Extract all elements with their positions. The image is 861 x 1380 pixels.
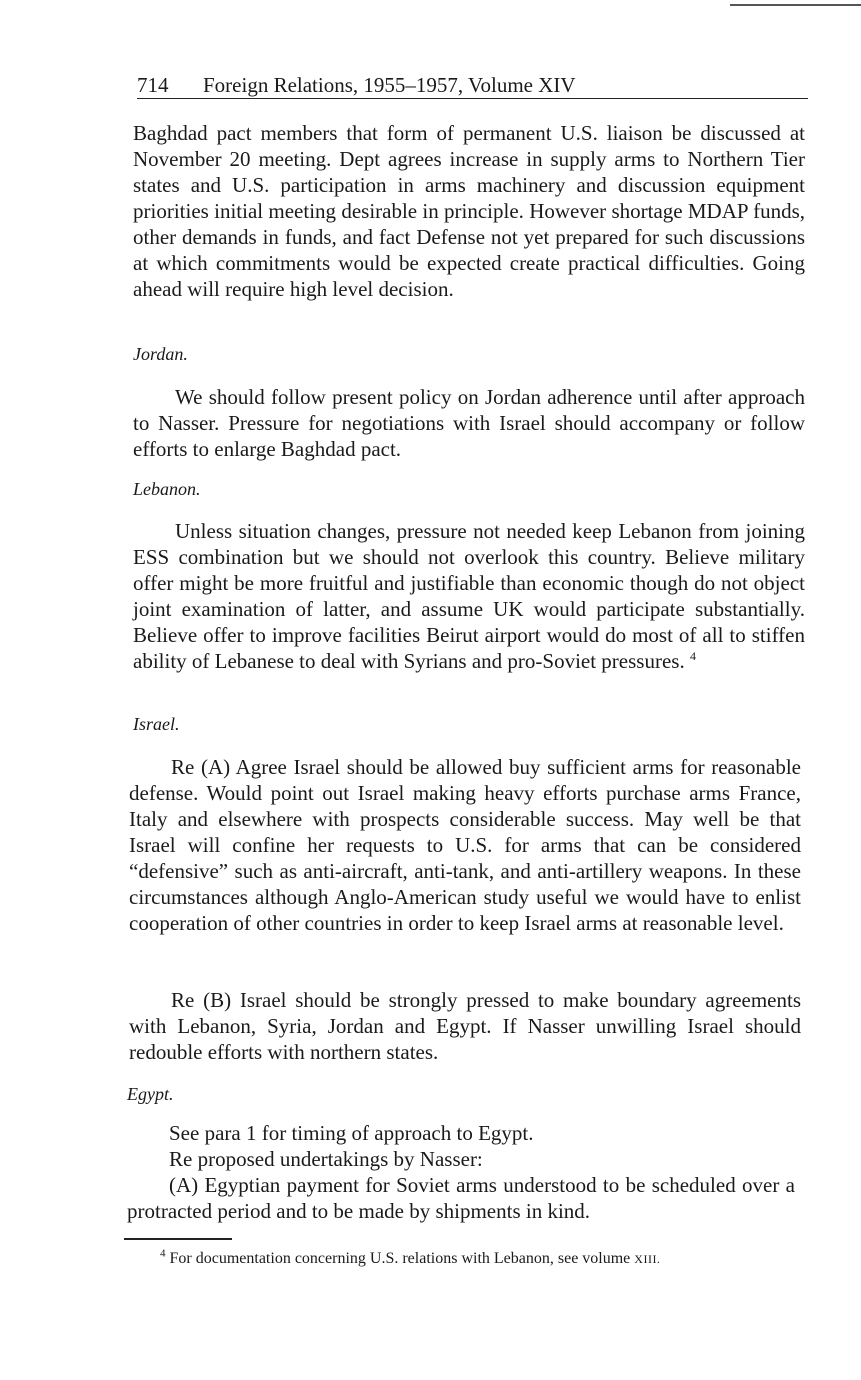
paragraph-baghdad-pact: Baghdad pact members that form of permanent U.S. liaison be discussed at November 20 meeting. Dept agrees increase in supply arms to Northern Tier states and U.S. participation in arms machinery and discussion equipment priorities initial meeting desirable in principle. However shortage MDAP funds, other demands in funds, and fact Defense not yet prepared for such discussions at which commitments would be expected create practical difficulties. Going ahead will require high level decision. [133, 121, 805, 301]
paragraph-egypt-payment: (A) Egyptian payment for Soviet arms understood to be scheduled over a protracted period and to be made by shipments in kind. [127, 1173, 795, 1223]
paragraph-egypt-undertakings: Re proposed undertakings by Nasser: [169, 1147, 483, 1171]
section-heading-jordan: Jordan. [133, 344, 188, 364]
footnote-reference: 4 [689, 649, 696, 663]
paragraph-egypt-timing: See para 1 for timing of approach to Egypt. [169, 1121, 534, 1145]
scan-edge-line [730, 4, 861, 6]
paragraph-jordan: We should follow present policy on Jordan adherence until after approach to Nasser. Pressure for negotiations with Israel should accompany or follow efforts to enlarge Baghdad pact. [133, 385, 805, 461]
paragraph-lebanon-text: Unless situation changes, pressure not needed keep Lebanon from joining ESS combination but we should not overlook this country. Believe military offer might be more fruitful and justifiable than economic though do not object joint examination of latter, and assume UK would participate substantially. Believe offer to improve facilities Beirut airport would do most of all to stiffen ability of Lebanese to deal with Syrians and pro-Soviet pressures. [133, 519, 805, 673]
footnote-marker: 4 [160, 1247, 166, 1260]
running-title: Foreign Relations, 1955–1957, Volume XIV [203, 73, 576, 97]
running-header [137, 72, 808, 99]
page-number: 714 [137, 73, 169, 97]
footnote-rule [124, 1238, 232, 1240]
section-heading-egypt: Egypt. [127, 1084, 174, 1104]
paragraph-israel-a: Re (A) Agree Israel should be allowed buy sufficient arms for reasonable defense. Would point out Israel making heavy efforts purchase arms France, Italy and elsewhere with prospects considerable success. May well be that Israel will confine her requests to U.S. for arms that can be considered “defensive” such as anti-aircraft, anti-tank, and anti-artillery weapons. In these circumstances although Anglo-American study useful we would have to enlist cooperation of other countries in order to keep Israel arms at reasonable level. [129, 755, 801, 935]
footnote [160, 1248, 660, 1270]
section-heading-lebanon: Lebanon. [133, 479, 201, 499]
paragraph-lebanon [133, 518, 805, 674]
section-heading-israel: Israel. [133, 714, 180, 734]
paragraph-israel-b: Re (B) Israel should be strongly pressed to make boundary agreements with Lebanon, Syria, Jordan and Egypt. If Nasser unwilling Israel should redouble efforts with northern states. [129, 988, 801, 1064]
footnote-volume: XIII. [634, 1252, 661, 1266]
footnote-text: For documentation concerning U.S. relations with Lebanon, see volume [169, 1250, 631, 1267]
